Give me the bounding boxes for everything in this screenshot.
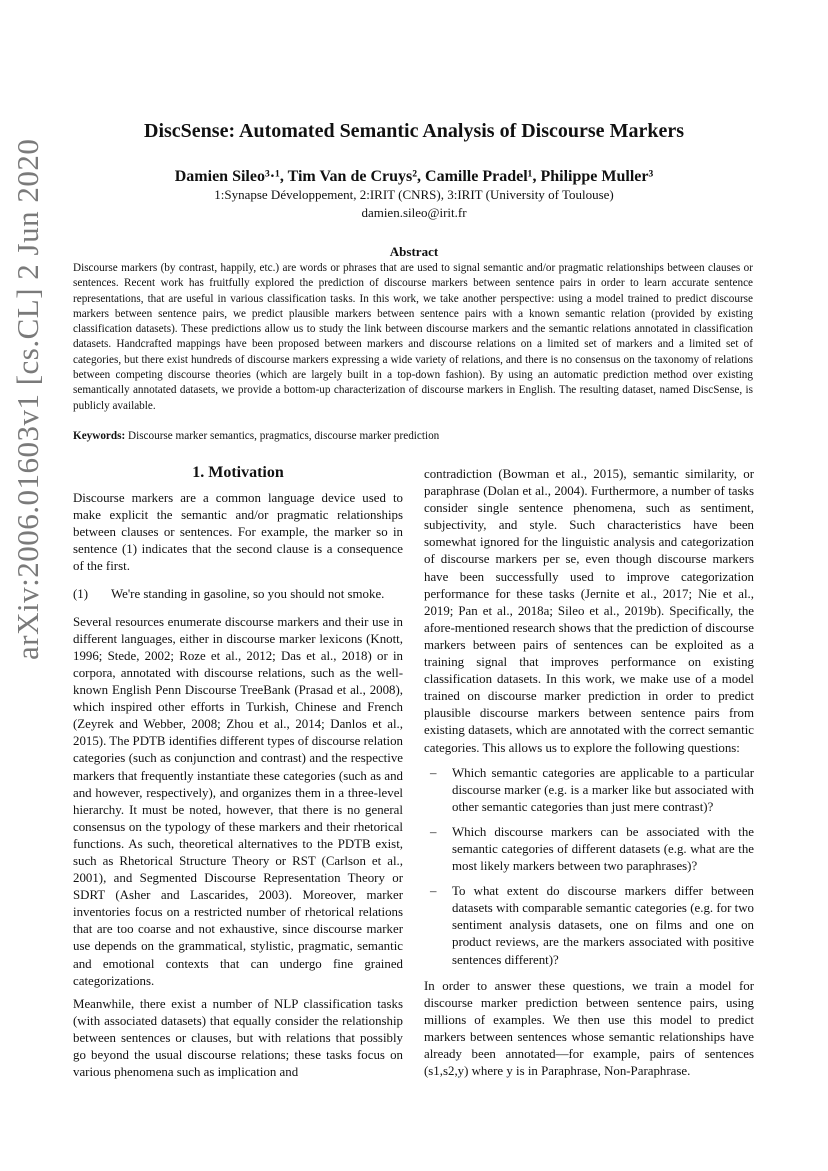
keywords-text: Discourse marker semantics, pragmatics, discourse marker prediction — [125, 430, 440, 442]
paper-title: DiscSense: Automated Semantic Analysis of Discourse Markers — [144, 120, 684, 142]
question-text: Which discourse markers can be associated with the semantic categories of different datasets (e.g. what are the most likely markers between two paraphrases)? — [452, 824, 754, 874]
left-column — [73, 464, 403, 1081]
question-text: To what extent do discourse markers differ between datasets with comparable semantic categories (e.g. for two sentiment analysis datasets, one on films and one on product reviews, are the markers associated with positive sentences different)? — [452, 884, 754, 967]
abstract-heading: Abstract — [389, 244, 439, 259]
author-list: Damien Sileo³·¹, Tim Van de Cruys², Camille Pradel¹, Philippe Muller³ — [174, 168, 654, 185]
right-paragraph-1: contradiction (Bowman et al., 2015), semantic similarity, or paraphrase (Dolan et al., 2004). Furthermore, a number of tasks consider single sentence phenomena, such as sentiment, subjectivity, and style. Such characteristics have been somewhat ignored for the linguistic analysis and categorization of discourse markers per se, even though discourse markers have been successfully used to improve categorization performance for these tasks (Jernite et al., 2017; Nie et al., 2019; Pan et al., 2018a; Sileo et al., 2019b). Specifically, the afore-mentioned research shows that the prediction of discourse markers between pairs of sentences can be exploited as a training signal that improves performance on existing classification datasets. In this work, we make use of a model trained on discourse marker prediction in order to predict plausible discourse markers between sentence pairs from existing datasets, which are annotated with the correct semantic categories. This allows us to explore the following questions: — [424, 467, 754, 755]
list-dash: – — [430, 884, 437, 899]
question-item — [430, 765, 754, 816]
list-dash: – — [430, 765, 437, 780]
question-item — [430, 824, 754, 875]
question-item — [430, 883, 754, 968]
right-column — [424, 466, 754, 1080]
arxiv-identifier: arXiv:2006.01603v1 [cs.CL] 2 Jun 2020 — [10, 138, 45, 660]
example-text: We're standing in gasoline, so you should not smoke. — [111, 586, 385, 601]
question-text: Which semantic categories are applicable to a particular discourse marker (e.g. is a marker like but associated with other semantic categories than just mere contrast)? — [452, 765, 754, 814]
left-paragraph-3: Meanwhile, there exist a number of NLP classification tasks (with associated datasets) that equally consider the relationship between sentences or clauses, but with relations that possibly go beyond the usual discourse relations; these tasks focus on various phenomena such as implication and — [73, 996, 403, 1080]
section-heading: 1. Motivation — [192, 464, 284, 481]
affiliations: 1:Synapse Développement, 2:IRIT (CNRS), 3:IRIT (University of Toulouse) — [214, 187, 614, 202]
contact-email: damien.sileo@irit.fr — [361, 205, 467, 220]
keywords-line — [73, 430, 753, 442]
left-paragraph-2: Several resources enumerate discourse markers and their use in different languages, either in discourse marker lexicons (Knott, 1996; Stede, 2002; Roze et al., 2012; Das et al., 2018) or in corpora, annotated with discourse relations, such as the well-known English Penn Discourse TreeBank (Prasad et al., 2008), which inspired other efforts in Turkish, Chinese and French (Zeyrek and Webber, 2008; Zhou et al., 2014; Danlos et al., 2015). The PDTB identifies different types of discourse relation categories (such as conjunction and contrast) and the respective markers that frequently instantiate these categories (such as and and however, respectively), and organizes them in a three-level hierarchy. It must be noted, however, that there is no general consensus on the typology of these markers and their rhetorical functions. As such, theoretical alternatives to the PDTB exist, such as Rhetorical Structure Theory or RST (Carlson et al., 2001), and Segmented Discourse Representation Theory or SDRT (Asher and Lascarides, 2003). Moreover, marker inventories focus on a restricted number of rhetorical relations that are too coarse and not exhaustive, since discourse marker use depends on the grammatical, stylistic, pragmatic, semantic and emotional contexts that can undergo fine grained categorizations. — [73, 614, 403, 988]
right-paragraph-2: In order to answer these questions, we train a model for discourse marker prediction between sentence pairs, using millions of examples. We then use this model to predict markers between sentences whose semantic relationships have already been annotated—for example, pairs of sentences (s1,s2,y) where y is in Paraphrase, Non-Paraphrase. — [424, 978, 754, 1079]
list-dash: – — [430, 824, 437, 839]
example-sentence — [73, 586, 403, 603]
abstract-body: Discourse markers (by contrast, happily, etc.) are words or phrases that are used to signal semantic and/or pragmatic relationships between clauses or sentences. Recent work has fruitfully explored the prediction of discourse markers between sentence pairs in order to learn accurate sentence representations, that are useful in various classification tasks. In this work, we take another perspective: using a model trained to predict discourse markers between sentence pairs, we predict plausible markers between sentence pairs with a known semantic relation (provided by existing classification datasets). These predictions allow us to study the link between discourse markers and the semantic relations annotated in classification datasets. Handcrafted mappings have been proposed between markers and discourse relations on a limited set of markers and a limited set of categories, but there exist hundreds of discourse markers expressing a wide variety of relations, and there is no consensus on the taxonomy of relations between competing discourse theories (which are largely built in a top-down fashion). By using an automatic prediction method over existing semantically annotated datasets, we provide a bottom-up characterization of discourse markers in English. The resulting dataset, named DiscSense, is publicly available. — [73, 262, 753, 412]
keywords-label: Keywords: — [73, 430, 126, 442]
left-paragraph-1: Discourse markers are a common language device used to make explicit the semantic and/or pragmatic relationships between clauses or sentences. For example, the marker so in sentence (1) indicates that the second clause is a consequence of the first. — [73, 491, 403, 574]
example-number: (1) — [73, 586, 89, 601]
